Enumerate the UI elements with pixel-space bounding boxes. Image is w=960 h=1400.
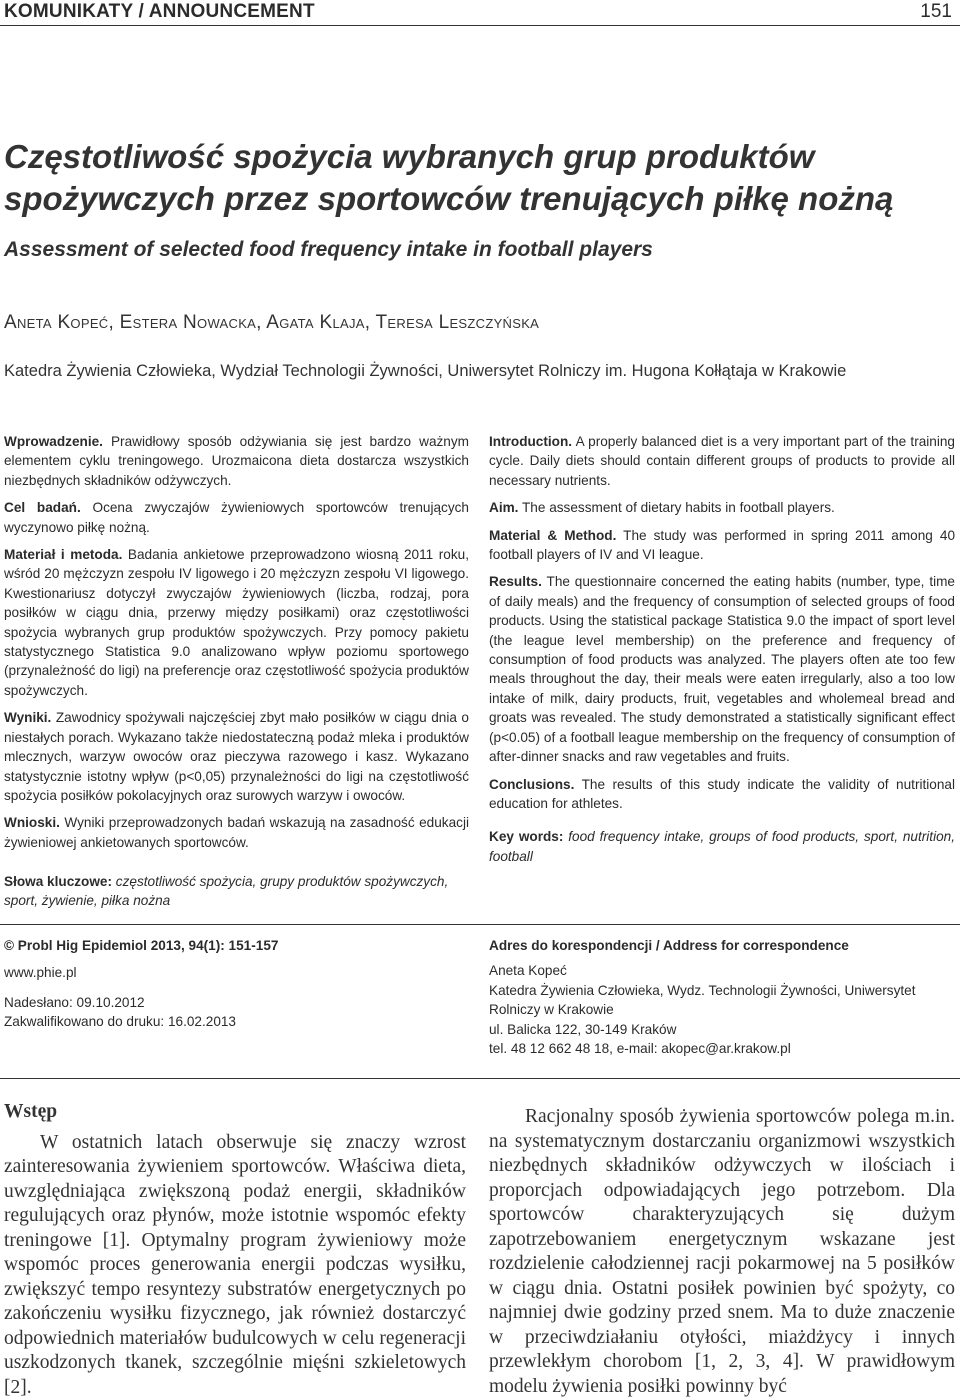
abstract-pl-conclusions-text: Wyniki przeprowadzonych badań wskazują na zasadność edukacji żywieniowej ankietowanych sportowców. — [4, 815, 469, 850]
abstract-pl-conclusions-label: Wnioski. — [4, 815, 60, 831]
section-label: KOMUNIKATY / ANNOUNCEMENT — [4, 1, 315, 22]
abstract-pl-aim-label: Cel badań. — [4, 500, 81, 516]
article-title — [4, 136, 944, 220]
correspondence-block — [489, 936, 955, 1058]
abstract-pl-intro-text: Prawidłowy sposób odżywiania się jest bardzo ważnym elementem cyklu treningowego. Urozmaicona dieta dostarcza wszystkich niezbędnych składników odżywczych. — [4, 434, 469, 488]
abstract-en-conclusions-label: Conclusions. — [489, 776, 575, 792]
page-number: 151 — [920, 1, 952, 22]
journal-citation: © Probl Hig Epidemiol 2013, 94(1): 151-157 — [4, 938, 279, 953]
abstract-en-results-label: Results. — [489, 574, 542, 590]
body-column-right — [489, 1105, 955, 1399]
body-column-left — [4, 1100, 466, 1400]
abstract-en-conclusions — [489, 775, 955, 814]
journal-url[interactable]: www.phie.pl — [4, 965, 77, 981]
keywords-pl-text: częstotliwość spożycia, grupy produktów spożywczych, sport, żywienie, piłka nożna — [4, 874, 449, 909]
abstract-pl-method-label: Materiał i metoda. — [4, 547, 123, 563]
abstract-pl-method-text: Badania ankietowe przeprowadzono wiosną 2011 roku, wśród 20 mężczyzn zespołu IV ligowego i 20 mężczyzn zespołu VI ligowego. Kwestionariusz dotyczył zwyczajów żywieniowych (liczba, rodzaj, pora posiłków w ciągu dnia, przerwy między posiłkami) oraz częstotliwości spożycia wybranych grup produktów spożywczych. Przy pomocy pakietu statystycznego Statistica 9.0 analizowano wpływ poziomu sportowego (przynależność do ligi) na preferencje oraz częstotliwość spożycia produktów spożywczych. — [4, 547, 469, 698]
correspondence-heading: Adres do korespondencji / Address for correspondence — [489, 938, 849, 953]
title-line-1: Częstotliwość spożycia wybranych grup produktów — [4, 138, 815, 175]
abstract-pl-intro-label: Wprowadzenie. — [4, 434, 103, 449]
abstract-pl-aim — [4, 498, 469, 537]
divider-bottom — [0, 1078, 960, 1079]
abstract-en-method-text: The study was performed in spring 2011 among 40 football players of IV and VI league. — [489, 527, 956, 563]
abstract-pl-intro — [4, 432, 469, 490]
abstract-pl-results — [4, 708, 469, 805]
abstract-en-intro-label: Introduction. — [489, 434, 573, 449]
keywords-english — [489, 827, 955, 866]
abstract-en-results-text: The questionnaire concerned the eating habits (number, type, time of daily meals) and the frequency of consumption of selected groups of food products. Using the statistical package Statistica 9.0 the impact of sport level (the league level membership) on the preference and frequency of consumption of food products was analyzed. The players often ate too few meals throughout the day, their meals were eaten irregularly, also a too low intake of milk, dairy products, fruit, vegetables and wholemeal bread and groats was revealed. The study demonstrated a statistically significant effect (p<0.05) of a football league membership on the frequency of consumption of after-dinner snacks and raw vegetables and fruits. — [489, 574, 955, 765]
abstract-en-aim-label: Aim. — [489, 500, 519, 516]
title-line-2: spożywczych przez sportowców trenujących piłkę nożną — [4, 180, 894, 217]
abstract-en-method-label: Material & Method. — [489, 527, 617, 543]
keywords-en-text: food frequency intake, groups of food products, sport, nutrition, football — [489, 829, 955, 864]
keywords-en-label: Key words: — [489, 829, 564, 845]
accepted-date: Zakwalifikowano do druku: 16.02.2013 — [4, 1014, 236, 1030]
abstract-en-results — [489, 572, 955, 766]
affiliation: Katedra Żywienia Człowieka, Wydział Technologii Żywności, Uniwersytet Rolniczy im. Hugona Kołłątaja w Krakowie — [4, 362, 847, 380]
correspondence-affiliation: Katedra Żywienia Człowieka, Wydz. Technologii Żywności, Uniwersytet Rolniczy w Krakowie — [489, 982, 916, 1018]
abstract-en-method — [489, 526, 955, 565]
correspondence-name: Aneta Kopeć — [489, 963, 567, 979]
keywords-pl-label: Słowa kluczowe: — [4, 874, 113, 889]
section-heading-wstep: Wstęp — [4, 1101, 58, 1122]
correspondence-street: ul. Balicka 122, 30-149 Kraków — [489, 1021, 677, 1037]
abstract-pl-results-label: Wyniki. — [4, 710, 52, 726]
abstract-pl-conclusions — [4, 813, 469, 852]
body-paragraph-right: Racjonalny sposób żywienia sportowców polega m.in. na systematycznym dostarczaniu organizmowi wszystkich niezbędnych składników odżywczych w ilościach i proporcjach odpowiadających jego potrzebom. Dla sportowców charakteryzujących się dużym zapotrzebowaniem energetycznym wskazane jest rozdzielenie całodziennej racji pokarmowej na 5 posiłków w ciągu dnia. Ostatni posiłek powinien być spożyty, co najmniej dwie godziny przed snem. Ma to duże znaczenie w przeciwdziałaniu otyłości, miażdżycy i innych przewlekłym chorobom [1, 2, 3, 4]. W prawidłowym modelu żywienia posiłki powinny być — [489, 1106, 955, 1397]
abstract-english — [489, 432, 955, 874]
abstract-en-intro — [489, 432, 955, 490]
running-header — [0, 0, 960, 26]
abstract-polish — [4, 432, 469, 860]
keywords-polish — [4, 872, 469, 911]
received-date: Nadesłano: 09.10.2012 — [4, 994, 145, 1010]
body-paragraph-left: W ostatnich latach obserwuje się znaczy wzrost zainteresowania żywieniem sportowców. Właściwa dieta, uwzględniająca zwiększoną podaż energii, składników regulujących oraz płynów, może istotnie wspomóc efekty treningowe [1]. Optymalny program żywieniowy może wspomóc proces generowania energii podczas wysiłku, zwiększyć tempo resyntezy substratów energetycznych po zakończeniu wysiłku fizycznego, jak również dostarczyć odpowiednich materiałów budulcowych w celu regeneracji uszkodzonych tkanek, szczególnie mięśni szkieletowych [2]. — [4, 1131, 466, 1398]
divider-top — [0, 924, 960, 925]
abstract-pl-aim-text: Ocena zwyczajów żywieniowych sportowców trenujących wyczynowo piłkę nożną. — [4, 500, 469, 535]
abstract-pl-method — [4, 545, 469, 700]
abstract-en-conclusions-text: The results of this study indicate the validity of nutritional education for athletes. — [489, 776, 955, 811]
abstract-en-aim — [489, 498, 955, 517]
abstract-en-intro-text: A properly balanced diet is a very important part of the training cycle. Daily diets should contain different groups of products to provide all necessary nutrients. — [489, 434, 955, 488]
authors: Aneta Kopeć, Estera Nowacka, Agata Klaja, Teresa Leszczyńska — [4, 312, 540, 333]
abstract-pl-results-text: Zawodnicy spożywali najczęściej zbyt mało posiłków w ciągu dnia o niestałych porach. Wykazano także niedostateczną podaż mleka i produktów mlecznych, warzyw owoców oraz pieczywa razowego i kasz. Wykazano statystycznie istotny wpływ (p<0,05) przynależności do ligi na częstotliwość spożycia posiłków pokolacyjnych oraz surowych warzyw i owoców. — [4, 710, 469, 803]
english-title: Assessment of selected food frequency intake in football players — [4, 238, 653, 261]
correspondence-contact: tel. 48 12 662 48 18, e-mail: akopec@ar.krakow.pl — [489, 1041, 791, 1057]
citation-block — [4, 936, 469, 1036]
abstract-en-aim-text: The assessment of dietary habits in football players. — [518, 500, 835, 516]
